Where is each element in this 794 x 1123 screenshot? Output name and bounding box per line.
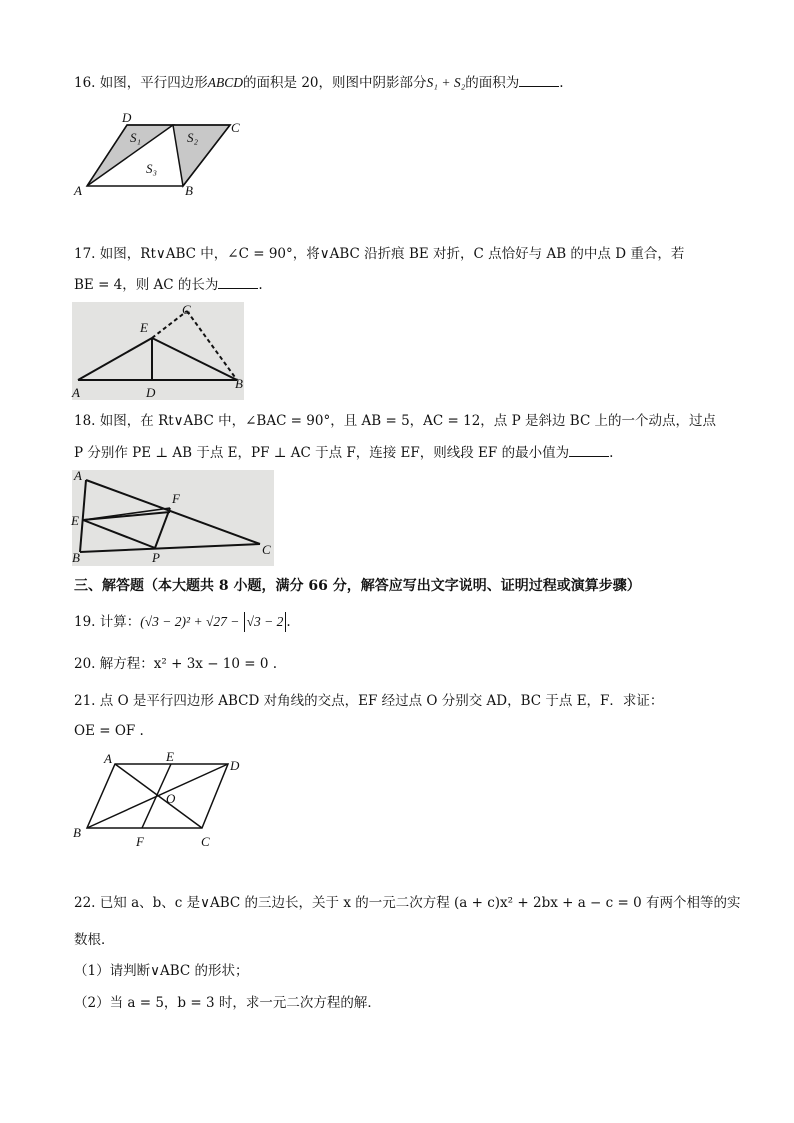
q22-line2: 数根． [74,932,115,948]
q16-abcd: ABCD [207,75,244,90]
q16-label-d: D [122,110,132,125]
q17-side-eb [152,338,237,380]
q17-number: 17. [74,246,96,262]
q21-label-f: F [136,834,144,849]
q21-text-line1: 点 O 是平行四边形 ABCD 对角线的交点，EF 经过点 O 分别交 AD，BC 于点 E，F．求证： [99,693,664,709]
q18-label-e: E [71,513,79,528]
q16-stem [74,72,564,93]
q16-label-b: B [185,183,193,198]
q20-text: 解方程：x² + 3x − 10 = 0 . [99,656,278,672]
q18-text-line2: P 分别作 PE ⊥ AB 于点 E，PF ⊥ AC 于点 F，连接 EF，则线段 EF 的最小值为 [74,445,570,461]
q20-stem [74,654,277,674]
q18-segment-ep [83,520,155,548]
q22-sub2: （2）当 a = 5，b = 3 时，求一元二次方程的解． [74,995,381,1011]
q21-label-d: D [230,758,240,773]
q18-figure [72,470,274,566]
q21-diagonal-bd [87,764,228,828]
q18-side-ab [80,480,86,552]
q19-label: 计算： [99,614,141,630]
q19-absolute-value: √3 − 2 [244,612,287,632]
q21-label-b: B [73,825,81,840]
q19-number: 19. [74,614,96,630]
q18-label-f: F [172,491,180,506]
q17-label-b: B [235,376,243,391]
q16-figure [70,110,250,200]
q17-fold-cb [187,311,237,380]
q16-label-s2: S₂ [187,130,199,145]
q17-label-c: C [182,302,191,317]
q21-label-e: E [166,749,174,764]
q21-label-o: O [166,791,176,806]
q18-number: 18. [74,413,96,429]
q16-number: 16. [74,75,96,91]
q18-label-p: P [152,550,160,565]
q16-end: . [559,75,564,91]
q16-label-a: A [74,183,82,198]
q17-side-ae [78,338,152,380]
q17-label-d: D [146,385,156,400]
q17-label-e: E [140,320,148,335]
q16-answer-blank[interactable] [519,72,559,87]
q18-side-ac [86,480,260,544]
q18-label-b: B [72,550,80,565]
section-3-heading: 三、解答题（本大题共 8 小题，满分 66 分，解答应写出文字说明、证明过程或演算步骤） [74,578,641,594]
q16-shade-s2 [173,125,230,186]
q21-figure [70,748,250,852]
q17-answer-blank[interactable] [218,274,258,289]
q16-label-s1: S₁ [130,130,142,145]
q22-sub1: （1）请判断∨ABC 的形状； [74,963,249,979]
q19-stem [74,612,291,632]
q21-line1 [74,691,663,711]
q18-line2 [74,442,613,463]
q19-end: . [286,614,291,630]
q18-end: . [609,445,614,461]
q21-number: 21. [74,693,96,709]
q16-text-c: 的面积为 [465,75,520,91]
q16-label-s3: S₃ [146,161,158,176]
q17-text-line1: 如图，Rt∨ABC 中，∠C = 90°，将∨ABC 沿折痕 BE 对折，C 点恰好与 AB 的中点 D 重合，若 [99,246,685,262]
q17-end: . [258,277,263,293]
q19-expression: (√3 − 2)² + √27 − [140,614,240,629]
q17-line2 [74,274,263,295]
q21-label-a: A [104,751,112,766]
q18-line1 [74,411,716,431]
q20-number: 20. [74,656,96,672]
q18-label-a: A [74,468,82,483]
q22-text-line1: 已知 a、b、c 是∨ABC 的三边长，关于 x 的一元二次方程 (a + c)x² + 2bx + a − c = 0 有两个相等的实 [99,895,741,911]
q17-label-a: A [72,385,80,400]
q16-label-c: C [231,120,240,135]
q21-label-c: C [201,834,210,849]
q18-answer-blank[interactable] [569,442,609,457]
q17-text-line2: BE = 4，则 AC 的长为 [74,277,219,293]
q18-text-line1: 如图，在 Rt∨ABC 中，∠BAC = 90°，且 AB = 5，AC = 12，点 P 是斜边 BC 上的一个动点，过点 [99,413,717,429]
q22-number: 22. [74,895,96,911]
q16-text-b: 的面积是 20，则图中阴影部分 [243,75,427,91]
q21-line2: OE = OF . [74,723,144,739]
q16-expr: S₁ + S₂ [426,75,466,90]
q18-label-c: C [262,542,271,557]
q22-line1 [74,893,741,913]
q18-side-bc [80,544,260,552]
q17-line1 [74,244,684,264]
q16-text-a: 如图，平行四边形 [99,75,208,91]
q17-figure [72,302,244,400]
